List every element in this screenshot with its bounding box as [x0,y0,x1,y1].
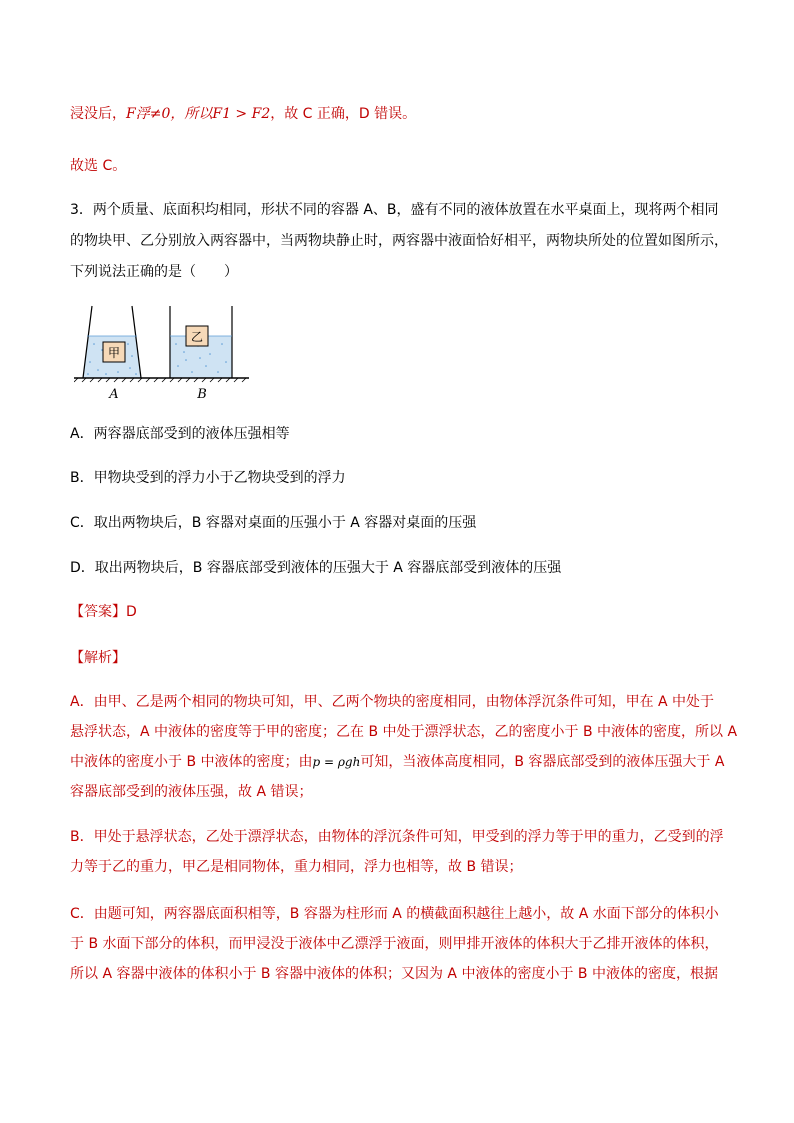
analysis-c-line-1: C．由题可知，两容器底面积相等，B 容器为柱形而 A 的横截面积越往上越小，故 A 水面下部分的体积小 [70,906,719,922]
option-b: B．甲物块受到的浮力小于乙物块受到的浮力 [70,470,346,486]
analysis-a-line-3-tail: 可知，当液体高度相同，B 容器底部受到的液体压强大于 A [360,754,725,770]
analysis-c-line-2: 于 B 水面下部分的体积，而甲浸没于液体中乙漂浮于液面，则甲排开液体的体积大于乙排开液体的体积， [70,936,719,952]
container-a-caption: A [109,387,119,402]
intro-prefix: 浸没后， [70,106,126,122]
question-line-3: 下列说法正确的是（ ） [70,264,238,280]
analysis-a-line-3-text: 中液体的密度小于 B 中液体的密度；由 [70,754,313,770]
intro-conclusion: 故选 C。 [70,158,127,174]
analysis-c-line-3: 所以 A 容器中液体的体积小于 B 容器中液体的体积；又因为 A 中液体的密度小于 B 中液体的密度，根据 [70,966,718,982]
analysis-a-line-4: 容器底部受到的液体压强，故 A 错误； [70,784,313,800]
analysis-a-line-2: 悬浮状态，A 中液体的密度等于甲的密度；乙在 B 中处于漂浮状态，乙的密度小于 B 中液体的密度，所以 A [70,724,738,740]
intro-formula: F浮≠0，所以F1 > F2 [126,106,271,122]
intro-line [70,104,416,124]
question-line-1: 3．两个质量、底面积均相同，形状不同的容器 A、B，盛有不同的液体放置在水平桌面上，现将两个相同 [70,202,719,218]
option-d: D．取出两物块后，B 容器底部受到液体的压强大于 A 容器底部受到液体的压强 [70,560,562,576]
container-b-caption: B [197,387,207,402]
block-a-label: 甲 [107,346,121,360]
analysis-a-line-3 [70,752,724,772]
analysis-b-line-2: 力等于乙的重力，甲乙是相同物体，重力相同，浮力也相等，故 B 错误； [70,859,523,875]
block-b-label: 乙 [190,330,204,344]
answer-label: 【答案】D [70,604,137,620]
analysis-label: 【解析】 [70,650,126,666]
option-a: A．两容器底部受到的液体压强相等 [70,426,290,442]
option-c: C．取出两物块后，B 容器对桌面的压强小于 A 容器对桌面的压强 [70,515,477,531]
analysis-b-line-1: B．甲处于悬浮状态，乙处于漂浮状态，由物体的浮沉条件可知，甲受到的浮力等于甲的重力，乙受到的浮 [70,829,724,845]
question-line-2: 的物块甲、乙分别放入两容器中，当两物块静止时，两容器中液面恰好相平，两物块所处的位置如图所示， [70,233,728,249]
containers-figure [74,300,249,402]
intro-suffix: ，故 C 正确，D 错误。 [270,106,417,122]
pressure-formula: p = ρgh [312,755,361,769]
analysis-a-line-1: A．由甲、乙是两个相同的物块可知，甲、乙两个物块的密度相同，由物体浮沉条件可知，甲在 A 中处于 [70,694,715,710]
